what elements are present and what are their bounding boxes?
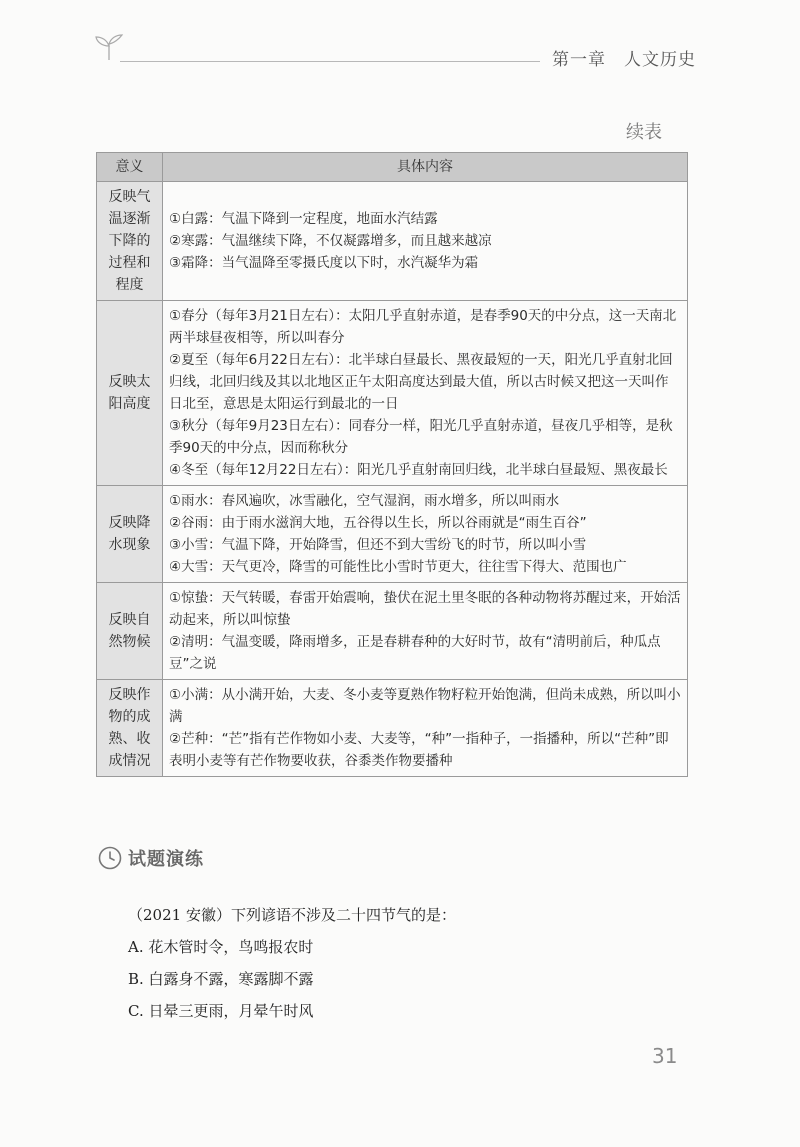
content-item: ②谷雨：由于雨水滋润大地，五谷得以生长，所以谷雨就是“雨生百谷”: [169, 515, 587, 531]
page-number: 31: [652, 1044, 678, 1068]
row-category: 反映降水现象: [97, 486, 163, 583]
row-category: 反映作物的成熟、收成情况: [97, 680, 163, 777]
table-row: [97, 486, 688, 583]
solar-terms-table: [96, 152, 688, 777]
table-row: [97, 583, 688, 680]
chapter-number: 第一章: [552, 50, 606, 70]
row-content: [163, 486, 688, 583]
content-item: ③霜降：当气温降至零摄氏度以下时，水汽凝华为霜: [169, 255, 479, 271]
content-item: ①小满：从小满开始，大麦、冬小麦等夏熟作物籽粒开始饱满，但尚未成熟，所以叫小满: [169, 687, 681, 725]
clock-icon: [98, 846, 122, 870]
exercise-section-title: 试题演练: [128, 849, 204, 870]
question-stem: （2021 安徽）下列谚语不涉及二十四节气的是：: [128, 906, 456, 924]
row-category: 反映太阳高度: [97, 301, 163, 486]
content-item: ①惊蛰：天气转暖，春雷开始震响，蛰伏在泥土里冬眠的各种动物将苏醒过来，开始活动起来，所以叫惊蛰: [169, 590, 681, 628]
content-item: ②芒种：“芒”指有芒作物如小麦、大麦等，“种”一指种子，一指播种，所以“芒种”即表明小麦等有芒作物要收获，谷黍类作物要播种: [169, 731, 669, 769]
content-item: ②夏至（每年6月22日左右）：北半球白昼最长、黑夜最短的一天，阳光几乎直射北回归线，北回归线及其以北地区正午太阳高度达到最大值，所以古时候又把这一天叫作日北至，意思是太阳运行到最北的一日: [169, 352, 673, 412]
content-item: ③小雪：气温下降，开始降雪，但还不到大雪纷飞的时节，所以叫小雪: [169, 537, 587, 553]
exercise-section-heading: [98, 843, 204, 873]
chapter-heading: [552, 45, 696, 70]
content-item: ②寒露：气温继续下降，不仅凝露增多，而且越来越凉: [169, 233, 492, 249]
content-item: ①春分（每年3月21日左右）：太阳几乎直射赤道，是春季90天的中分点，这一天南北两半球昼夜相等，所以叫春分: [169, 308, 677, 346]
content-item: ②清明：气温变暖，降雨增多，正是春耕春种的大好时节，故有“清明前后，种瓜点豆”之说: [169, 634, 661, 672]
content-item: ④大雪：天气更冷，降雪的可能性比小雪时节更大，往往雪下得大、范围也广: [169, 559, 627, 575]
row-content: [163, 680, 688, 777]
chapter-title: 人文历史: [624, 50, 696, 70]
table-row: [97, 182, 688, 301]
answer-option-b: B. 白露身不露，寒露脚不露: [128, 970, 314, 988]
content-item: ③秋分（每年9月23日左右）：同春分一样，阳光几乎直射赤道，昼夜几乎相等，是秋季90天的中分点，因而称秋分: [169, 418, 673, 456]
header-rule: [120, 61, 540, 62]
answer-option-c: C. 日晕三更雨，月晕午时风: [128, 1002, 314, 1020]
row-content: [163, 182, 688, 301]
table-caption: 续表: [626, 122, 662, 143]
table-row: [97, 680, 688, 777]
answer-option-a: A. 花木管时令，鸟鸣报农时: [128, 938, 314, 956]
row-content: [163, 301, 688, 486]
row-category: 反映自然物候: [97, 583, 163, 680]
table-header-row: [97, 153, 688, 182]
content-item: ①雨水：春风遍吹，冰雪融化，空气湿润，雨水增多，所以叫雨水: [169, 493, 560, 509]
column-header-content: 具体内容: [163, 153, 688, 182]
exercise-question-block: [128, 903, 708, 1031]
content-item: ①白露：气温下降到一定程度，地面水汽结露: [169, 211, 438, 227]
row-content: [163, 583, 688, 680]
page-header: [0, 0, 800, 80]
sprout-icon: [92, 34, 126, 62]
table-row: [97, 301, 688, 486]
row-category: 反映气温逐渐下降的过程和程度: [97, 182, 163, 301]
column-header-meaning: 意义: [97, 153, 163, 182]
content-item: ④冬至（每年12月22日左右）：阳光几乎直射南回归线，北半球白昼最短、黑夜最长: [169, 462, 668, 478]
